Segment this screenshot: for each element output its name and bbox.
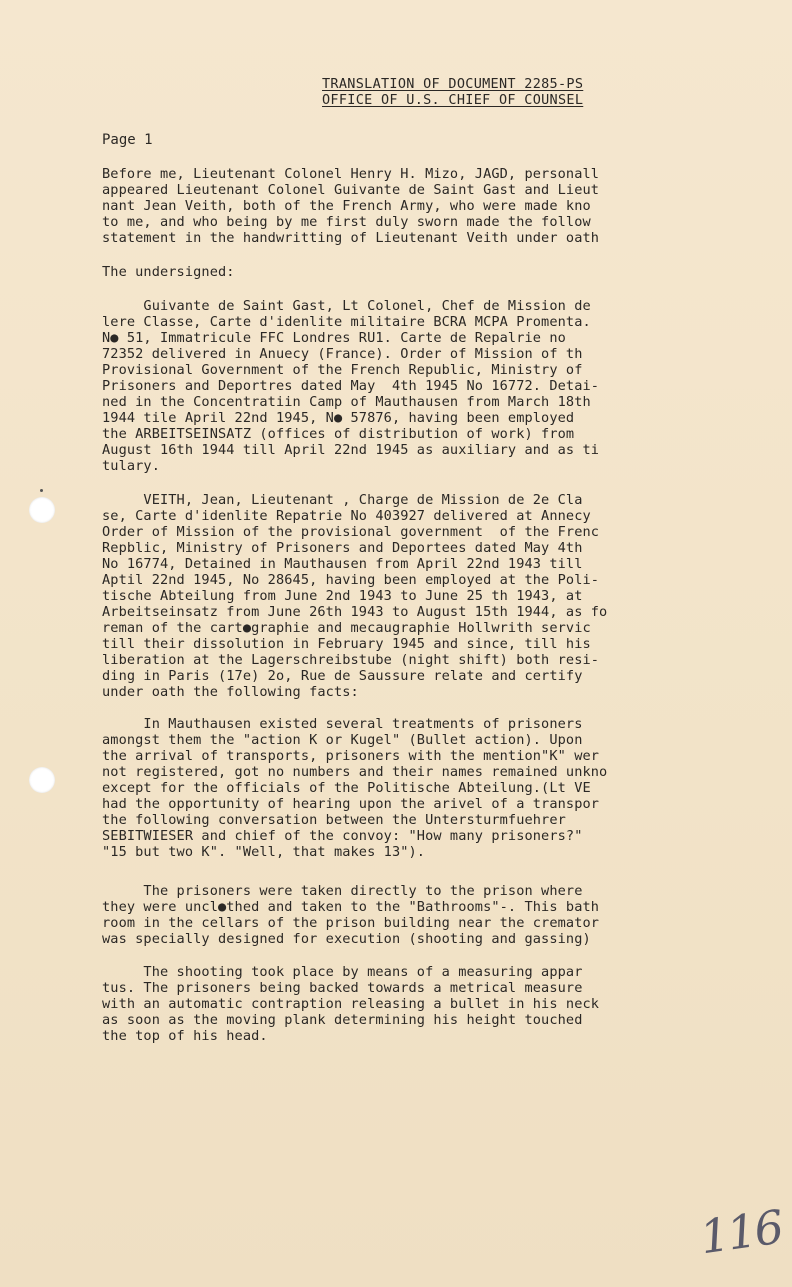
text-line: nant Jean Veith, both of the French Army, who were made kno — [102, 198, 591, 214]
text-line: was specially designed for execution (shooting and gassing) — [102, 931, 591, 947]
text-line: 1944 tile April 22nd 1945, N● 57876, having been employed — [102, 410, 575, 426]
text-line: except for the officials of the Politische Abteilung.(Lt VE — [102, 780, 591, 796]
text-line: not registered, got no numbers and their names remained unkno — [102, 764, 608, 780]
text-line: tus. The prisoners being backed towards a metrical measure — [102, 980, 583, 996]
text-line: with an automatic contraption releasing a bullet in his neck — [102, 996, 600, 1012]
text-line: ding in Paris (17e) 2o, Rue de Saussure relate and certify — [102, 668, 583, 684]
text-line: under oath the following facts: — [102, 684, 359, 700]
text-line: Before me, Lieutenant Colonel Henry H. Mizo, JAGD, personall — [102, 166, 600, 182]
text-line: August 16th 1944 till April 22nd 1945 as auxiliary and as ti — [102, 442, 600, 458]
text-line: "15 but two K". "Well, that makes 13"). — [102, 844, 426, 860]
text-line: se, Carte d'idenlite Repatrie No 403927 delivered at Annecy — [102, 508, 591, 524]
text-line: tische Abteilung from June 2nd 1943 to June 25 th 1943, at — [102, 588, 583, 604]
text-line: appeared Lieutenant Colonel Guivante de Saint Gast and Lieut — [102, 182, 600, 198]
text-line: ned in the Concentratiin Camp of Mauthausen from March 18th — [102, 394, 591, 410]
text-line: had the opportunity of hearing upon the arivel of a transpor — [102, 796, 600, 812]
text-line: to me, and who being by me first duly sworn made the follow — [102, 214, 591, 230]
text-line: Guivante de Saint Gast, Lt Colonel, Chef de Mission de — [102, 298, 591, 314]
text-line: Order of Mission of the provisional government of the Frenc — [102, 524, 600, 540]
text-line: In Mauthausen existed several treatments of prisoners — [102, 716, 583, 732]
text-line: the ARBEITSEINSATZ (offices of distribution of work) from — [102, 426, 575, 442]
ink-dot — [40, 489, 43, 492]
text-line: No 16774, Detained in Mauthausen from April 22nd 1943 till — [102, 556, 583, 572]
text-line: N● 51, Immatricule FFC Londres RU1. Carte de Repalrie no — [102, 330, 566, 346]
text-line: Repblic, Ministry of Prisoners and Deportees dated May 4th — [102, 540, 583, 556]
document-title — [322, 76, 583, 108]
text-line: till their dissolution in February 1945 and since, till his — [102, 636, 591, 652]
text-line: The prisoners were taken directly to the prison where — [102, 883, 583, 899]
text-line: VEITH, Jean, Lieutenant , Charge de Mission de 2e Cla — [102, 492, 583, 508]
text-line: they were uncl●thed and taken to the "Bathrooms"-. This bath — [102, 899, 600, 915]
text-line: 72352 delivered in Anuecy (France). Order of Mission of th — [102, 346, 583, 362]
text-line: The shooting took place by means of a measuring appar — [102, 964, 583, 980]
punch-hole-bottom — [29, 767, 55, 793]
title-line-2: OFFICE OF U.S. CHIEF OF COUNSEL — [322, 92, 584, 108]
text-line: tulary. — [102, 458, 160, 474]
undersigned-heading: The undersigned: — [102, 264, 235, 280]
text-line: liberation at the Lagerschreibstube (night shift) both resi- — [102, 652, 600, 668]
text-line: lere Classe, Carte d'idenlite militaire BCRA MCPA Promenta. — [102, 314, 591, 330]
handwritten-page-number: 116 — [696, 1199, 786, 1265]
text-line: the top of his head. — [102, 1028, 268, 1044]
text-line: as soon as the moving plank determining his height touched — [102, 1012, 583, 1028]
text-line: the following conversation between the Untersturmfuehrer — [102, 812, 566, 828]
text-line: Prisoners and Deportres dated May 4th 1945 No 16772. Detai- — [102, 378, 600, 394]
page-number: Page 1 — [102, 132, 153, 148]
text-line: room in the cellars of the prison building near the cremator — [102, 915, 600, 931]
title-line-1: TRANSLATION OF DOCUMENT 2285-PS — [322, 76, 584, 92]
text-line: Provisional Government of the French Republic, Ministry of — [102, 362, 583, 378]
text-line: the arrival of transports, prisoners with the mention"K" wer — [102, 748, 600, 764]
text-line: amongst them the "action K or Kugel" (Bullet action). Upon — [102, 732, 583, 748]
text-line: reman of the cart●graphie and mecaugraphie Hollwrith servic — [102, 620, 591, 636]
text-line: statement in the handwritting of Lieutenant Veith under oath — [102, 230, 600, 246]
text-line: Aptil 22nd 1945, No 28645, having been employed at the Poli- — [102, 572, 600, 588]
text-line: Arbeitseinsatz from June 26th 1943 to August 15th 1944, as fo — [102, 604, 608, 620]
punch-hole-top — [29, 497, 55, 523]
text-line: SEBITWIESER and chief of the convoy: "How many prisoners?" — [102, 828, 583, 844]
